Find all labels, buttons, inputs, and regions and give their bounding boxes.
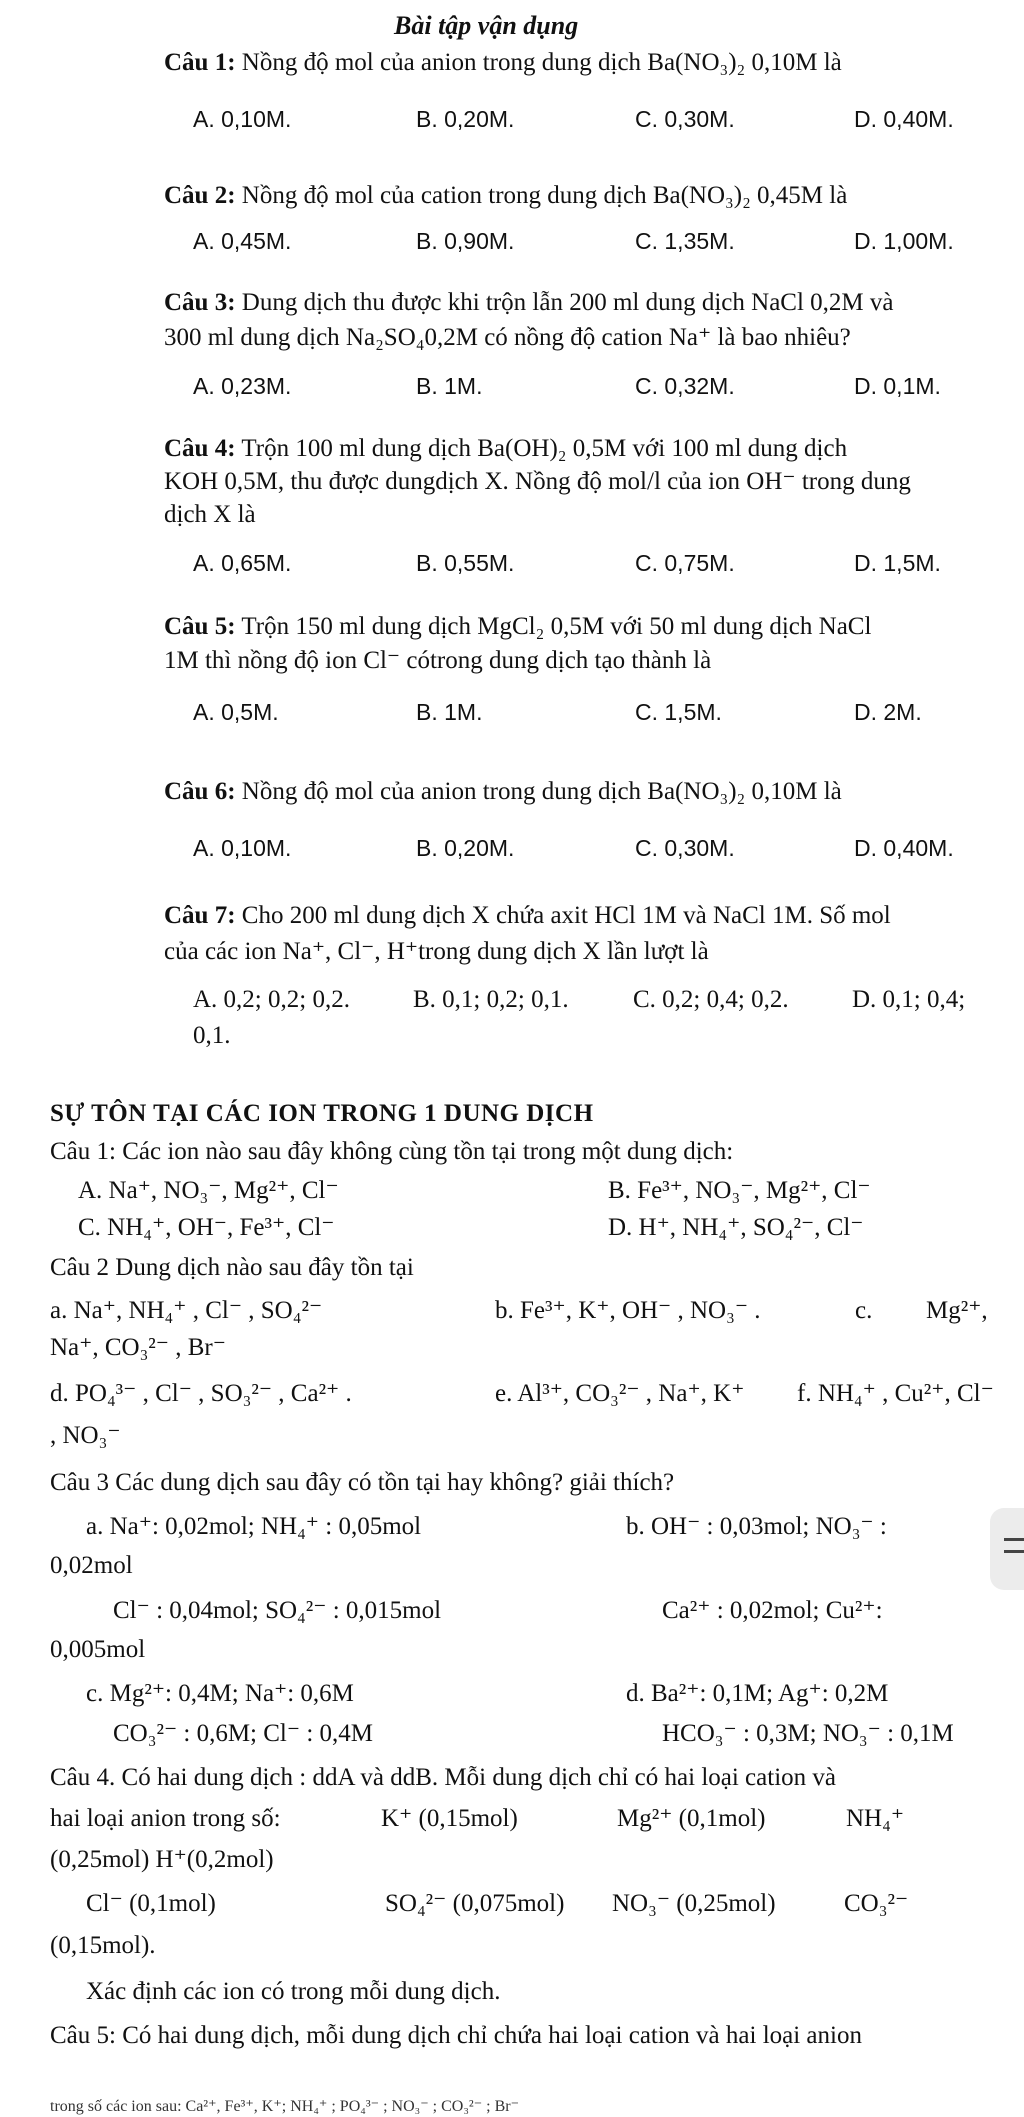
question-1 (164, 47, 842, 79)
q1-option-b[interactable]: B. 0,20M. (416, 106, 515, 132)
q6-option-c[interactable]: C. 0,30M. (635, 835, 735, 861)
q2-option-b[interactable]: B. 0,90M. (416, 228, 515, 254)
q5-option-c[interactable]: C. 1,5M. (635, 699, 722, 725)
question-4-line-2: KOH 0,5M, thu được dungdịch X. Nồng độ mol/l của ion OH⁻ trong dung (164, 468, 911, 495)
question-2 (164, 180, 847, 212)
c3-case-a-line-2: Cl⁻ : 0,04mol; SO₄²⁻ : 0,015mol (113, 1597, 442, 1624)
q5-option-a[interactable]: A. 0,5M. (193, 699, 279, 725)
question-3-line-2: 300 ml dung dịch Na₂SO₄0,2M có nồng độ cation Na⁺ là bao nhiêu? (164, 324, 851, 351)
c2-option-c-cont: Na⁺, CO₃²⁻ , Br⁻ (50, 1334, 226, 1361)
question-text: Trộn 100 ml dung dịch Ba(OH)₂ 0,5M với 100 ml dung dịch (241, 435, 848, 462)
c1-option-b[interactable]: B. Fe³⁺, NO₃⁻, Mg²⁺, Cl⁻ (608, 1177, 871, 1204)
question-label: Câu 4: (164, 435, 236, 462)
c3-case-a-line-1: a. Na⁺: 0,02mol; NH₄⁺ : 0,05mol (86, 1513, 422, 1540)
q1-option-a[interactable]: A. 0,10M. (193, 106, 292, 132)
c2-option-f-cont: , NO₃⁻ (50, 1422, 121, 1449)
c1-option-a[interactable]: A. Na⁺, NO₃⁻, Mg²⁺, Cl⁻ (78, 1177, 339, 1204)
c3-case-c-line-1: c. Mg²⁺: 0,4M; Na⁺: 0,6M (86, 1680, 354, 1707)
q3-option-b[interactable]: B. 1M. (416, 373, 483, 399)
c2-option-d[interactable]: d. PO₄³⁻ , Cl⁻ , SO₃²⁻ , Ca²⁺ . (50, 1380, 352, 1407)
c3-case-b-line-2: Ca²⁺ : 0,02mol; Cu²⁺: (662, 1597, 883, 1624)
q3-option-d[interactable]: D. 0,1M. (854, 373, 941, 399)
ion-mg: Mg²⁺ (0,1mol) (617, 1805, 766, 1832)
c3-case-b-line-1: b. OH⁻ : 0,03mol; NO₃⁻ : (626, 1513, 887, 1540)
c3-case-d-line-1: d. Ba²⁺: 0,1M; Ag⁺: 0,2M (626, 1680, 889, 1707)
q5-option-b[interactable]: B. 1M. (416, 699, 483, 725)
q4-option-a[interactable]: A. 0,65M. (193, 550, 292, 576)
ion-question-4-line-5: (0,15mol). (50, 1932, 156, 1959)
q7-option-a[interactable]: A. 0,2; 0,2; 0,2. (193, 986, 350, 1013)
question-6 (164, 776, 842, 808)
q1-option-c[interactable]: C. 0,30M. (635, 106, 735, 132)
ion-co3: CO₃²⁻ (844, 1890, 909, 1917)
c2-option-e[interactable]: e. Al³⁺, CO₃²⁻ , Na⁺, K⁺ (495, 1380, 745, 1407)
question-text: Nồng độ mol của anion trong dung dịch Ba(NO₃)₂ 0,10M là (241, 778, 842, 805)
question-text: Dung dịch thu được khi trộn lẫn 200 ml dung dịch NaCl 0,2M và (241, 289, 894, 316)
c3-case-c-line-2: CO₃²⁻ : 0,6M; Cl⁻ : 0,4M (113, 1720, 373, 1747)
q2-option-c[interactable]: C. 1,35M. (635, 228, 735, 254)
q5-option-d[interactable]: D. 2M. (854, 699, 922, 725)
ion-nh4: NH₄⁺ (846, 1805, 905, 1832)
ion-question-1: Câu 1: Các ion nào sau đây không cùng tồn tại trong một dung dịch: (50, 1138, 734, 1165)
question-text: Trộn 150 ml dung dịch MgCl₂ 0,5M với 50 ml dung dịch NaCl (241, 613, 872, 640)
q7-option-c[interactable]: C. 0,2; 0,4; 0,2. (633, 986, 789, 1013)
question-4 (164, 433, 847, 465)
q6-option-a[interactable]: A. 0,10M. (193, 835, 292, 861)
question-text: Cho 200 ml dung dịch X chứa axit HCl 1M và NaCl 1M. Số mol (241, 902, 891, 929)
question-4-line-3: dịch X là (164, 501, 256, 528)
question-label: Câu 7: (164, 902, 236, 929)
q7-option-d-cont: 0,1. (193, 1022, 231, 1049)
ion-question-4-line-3: (0,25mol) H⁺(0,2mol) (50, 1846, 274, 1873)
q1-option-d[interactable]: D. 0,40M. (854, 106, 954, 132)
question-label: Câu 1: (164, 49, 236, 76)
q6-option-b[interactable]: B. 0,20M. (416, 835, 515, 861)
q4-option-d[interactable]: D. 1,5M. (854, 550, 941, 576)
ion-question-4: Câu 4. Có hai dung dịch : ddA và ddB. Mỗi dung dịch chỉ có hai loại cation và (50, 1764, 836, 1791)
question-5 (164, 611, 871, 643)
c2-option-c[interactable]: Mg²⁺, (926, 1297, 988, 1324)
ion-cl: Cl⁻ (0,1mol) (86, 1890, 216, 1917)
ion-question-4-line-2: hai loại anion trong số: (50, 1805, 281, 1832)
question-label: Câu 2: (164, 182, 236, 209)
q7-option-d[interactable]: D. 0,1; 0,4; (852, 986, 966, 1013)
ion-question-4-task: Xác định các ion có trong mỗi dung dịch. (86, 1978, 501, 2005)
q2-option-d[interactable]: D. 1,00M. (854, 228, 954, 254)
ion-no3: NO₃⁻ (0,25mol) (612, 1890, 776, 1917)
c2-option-a[interactable]: a. Na⁺, NH₄⁺ , Cl⁻ , SO₄²⁻ (50, 1297, 323, 1324)
question-7-line-2: của các ion Na⁺, Cl⁻, H⁺trong dung dịch X lần lượt là (164, 938, 709, 965)
q6-option-d[interactable]: D. 0,40M. (854, 835, 954, 861)
c1-option-d[interactable]: D. H⁺, NH₄⁺, SO₄²⁻, Cl⁻ (608, 1214, 864, 1241)
c1-option-c[interactable]: C. NH₄⁺, OH⁻, Fe³⁺, Cl⁻ (78, 1214, 335, 1241)
ion-question-3: Câu 3 Các dung dịch sau đây có tồn tại hay không? giải thích? (50, 1469, 675, 1496)
ion-question-2: Câu 2 Dung dịch nào sau đây tồn tại (50, 1254, 414, 1281)
scroll-handle-icon[interactable] (990, 1508, 1024, 1590)
c3-case-d-line-2: HCO₃⁻ : 0,3M; NO₃⁻ : 0,1M (662, 1720, 954, 1747)
q3-option-c[interactable]: C. 0,32M. (635, 373, 735, 399)
q7-option-b[interactable]: B. 0,1; 0,2; 0,1. (413, 986, 569, 1013)
question-label: Câu 6: (164, 778, 236, 805)
c3-case-b-line-2-cont: 0,005mol (50, 1636, 146, 1663)
question-5-line-2: 1M thì nồng độ ion Cl⁻ cótrong dung dịch tạo thành là (164, 647, 712, 674)
ion-question-5: Câu 5: Có hai dung dịch, mỗi dung dịch chỉ chứa hai loại cation và hai loại anion (50, 2022, 862, 2049)
question-label: Câu 5: (164, 613, 236, 640)
section-title: Bài tập vận dụng (394, 11, 579, 40)
ion-so4: SO₄²⁻ (0,075mol) (385, 1890, 565, 1917)
c2-option-f[interactable]: f. NH₄⁺ , Cu²⁺, Cl⁻ (797, 1380, 994, 1407)
section-heading: SỰ TÔN TẠI CÁC ION TRONG 1 DUNG DỊCH (50, 1100, 594, 1127)
question-7 (164, 900, 891, 932)
ion-k: K⁺ (0,15mol) (381, 1805, 518, 1832)
c2-option-b[interactable]: b. Fe³⁺, K⁺, OH⁻ , NO₃⁻ . (495, 1297, 761, 1324)
ion-question-5-line-2-partial: trong số các ion sau: Ca²⁺, Fe³⁺, K⁺; NH₄⁺ ; PO₄³⁻ ; NO₃⁻ ; CO₃²⁻ ; Br⁻ (50, 2098, 520, 2115)
q2-option-a[interactable]: A. 0,45M. (193, 228, 292, 254)
c2-option-c-label[interactable]: c. (855, 1297, 873, 1324)
q3-option-a[interactable]: A. 0,23M. (193, 373, 292, 399)
question-label: Câu 3: (164, 289, 236, 316)
q4-option-b[interactable]: B. 0,55M. (416, 550, 515, 576)
question-3 (164, 287, 894, 319)
c3-case-b-line-1-cont: 0,02mol (50, 1552, 133, 1579)
question-text: Nồng độ mol của cation trong dung dịch Ba(NO₃)₂ 0,45M là (241, 182, 848, 209)
q4-option-c[interactable]: C. 0,75M. (635, 550, 735, 576)
question-text: Nồng độ mol của anion trong dung dịch Ba(NO₃)₂ 0,10M là (241, 49, 842, 76)
